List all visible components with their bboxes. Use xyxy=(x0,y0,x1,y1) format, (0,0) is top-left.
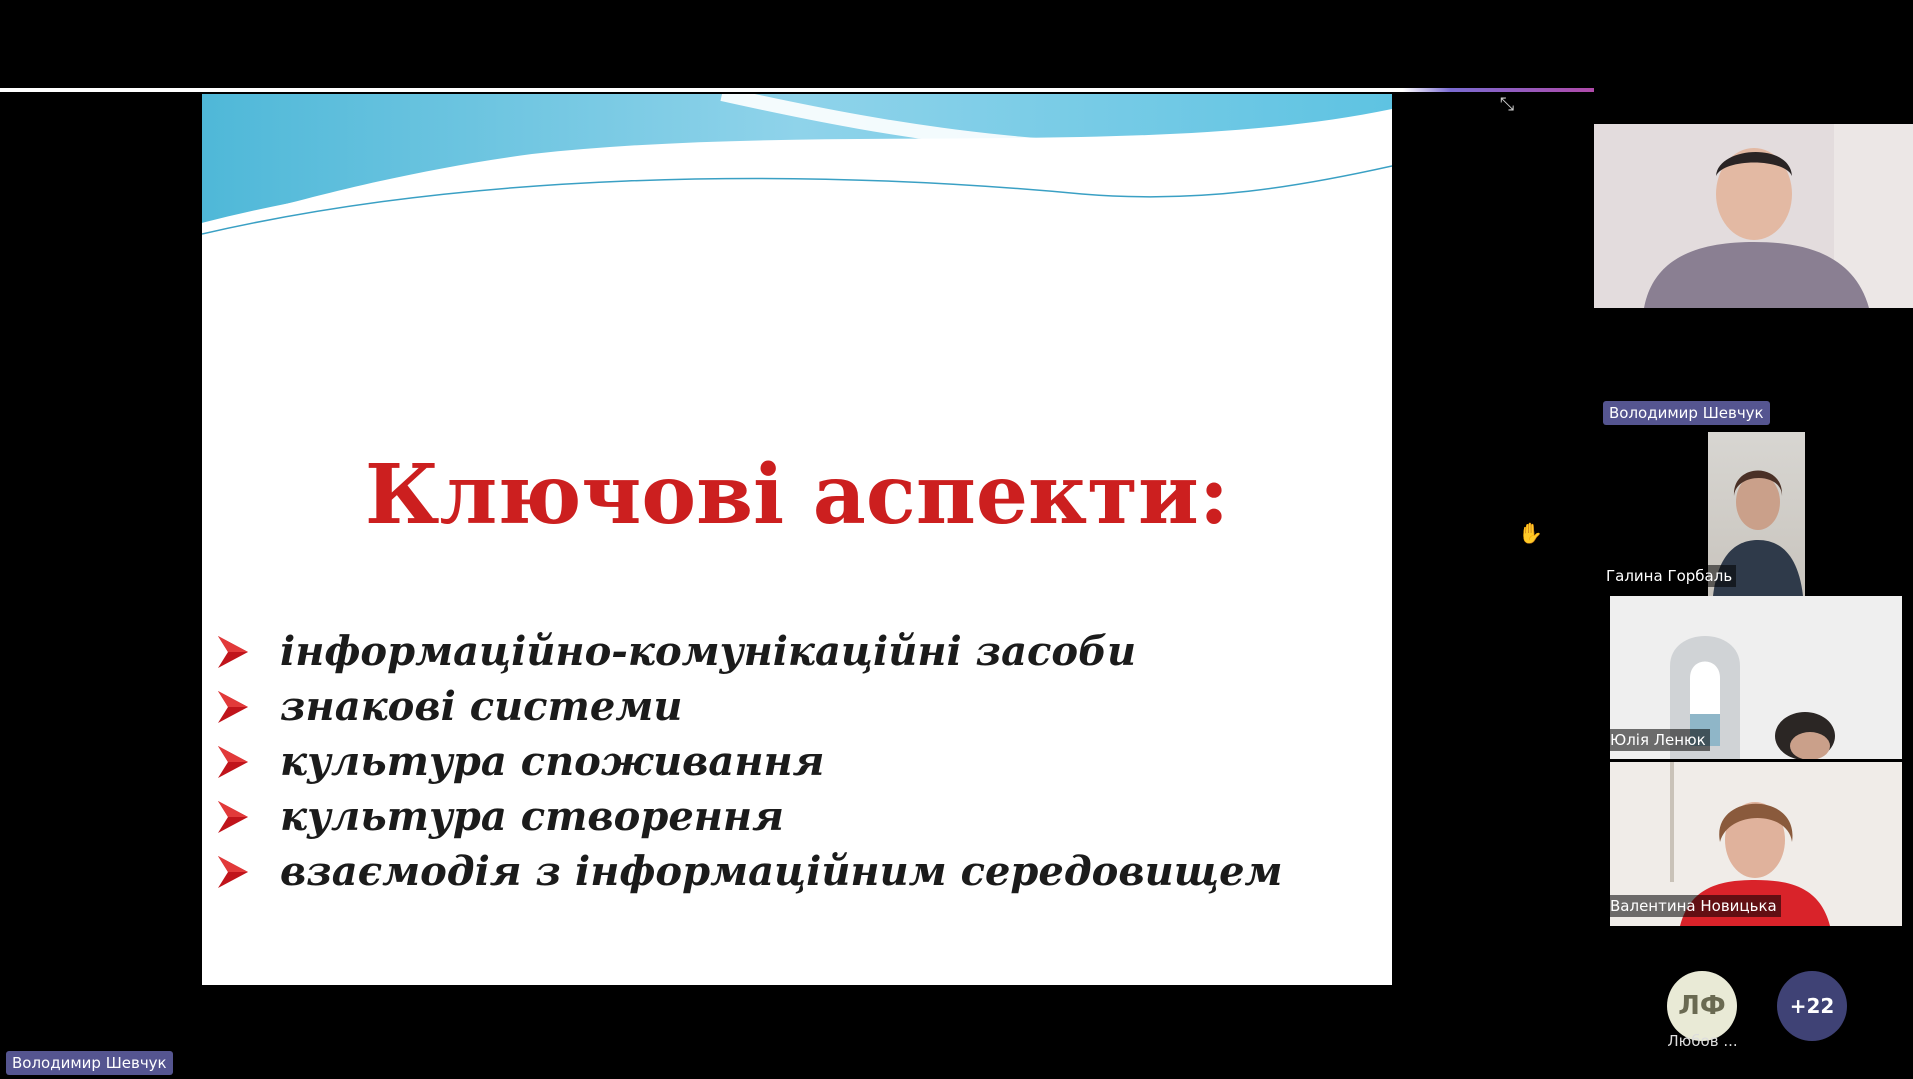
slide-title: Ключові аспекти: xyxy=(364,447,1230,543)
slide-bullet-item xyxy=(216,844,1283,899)
participant-name-label: Валентина Новицька xyxy=(1606,895,1781,917)
participant-name-label: Юлія Ленюк xyxy=(1606,729,1710,751)
arrow-bullet-icon xyxy=(216,854,250,890)
slide-bullet-text: інформаційно-комунікаційні засоби xyxy=(280,628,1137,675)
arrow-bullet-icon xyxy=(216,799,250,835)
active-speaker-name-tag: Володимир Шевчук xyxy=(6,1051,173,1075)
participant-avatar-name: Любов ... xyxy=(1667,1032,1738,1050)
presenter-video[interactable] xyxy=(1594,124,1913,308)
arrow-bullet-icon xyxy=(216,634,250,670)
shared-slide xyxy=(202,94,1392,985)
arrow-bullet-icon xyxy=(216,689,250,725)
presenter-silhouette xyxy=(1594,124,1913,308)
slide-bullet-text: взаємодія з інформаційним середовищем xyxy=(280,848,1283,895)
arrow-bullet-icon xyxy=(216,744,250,780)
more-participants-button[interactable]: +22 xyxy=(1777,971,1847,1041)
raised-hand-icon: ✋ xyxy=(1518,521,1543,545)
slide-bullet-item xyxy=(216,679,1283,734)
participant-name-label: Галина Горбаль xyxy=(1602,565,1736,587)
slide-bullet-text: культура створення xyxy=(280,793,784,840)
exit-fullscreen-icon[interactable]: ⤡ xyxy=(1499,94,1515,115)
slide-bullet-text: знакові системи xyxy=(280,683,683,730)
slide-wave-decoration xyxy=(202,94,1392,244)
slide-bullet-text: культура споживання xyxy=(280,738,825,785)
slide-bullet-list xyxy=(216,624,1283,899)
screen-share-bar xyxy=(0,88,1594,92)
presenter-name-tag: Володимир Шевчук xyxy=(1603,401,1770,425)
slide-bullet-item xyxy=(216,734,1283,789)
slide-bullet-item xyxy=(216,789,1283,844)
participant-avatar[interactable]: ЛФ xyxy=(1667,971,1737,1041)
slide-bullet-item xyxy=(216,624,1283,679)
